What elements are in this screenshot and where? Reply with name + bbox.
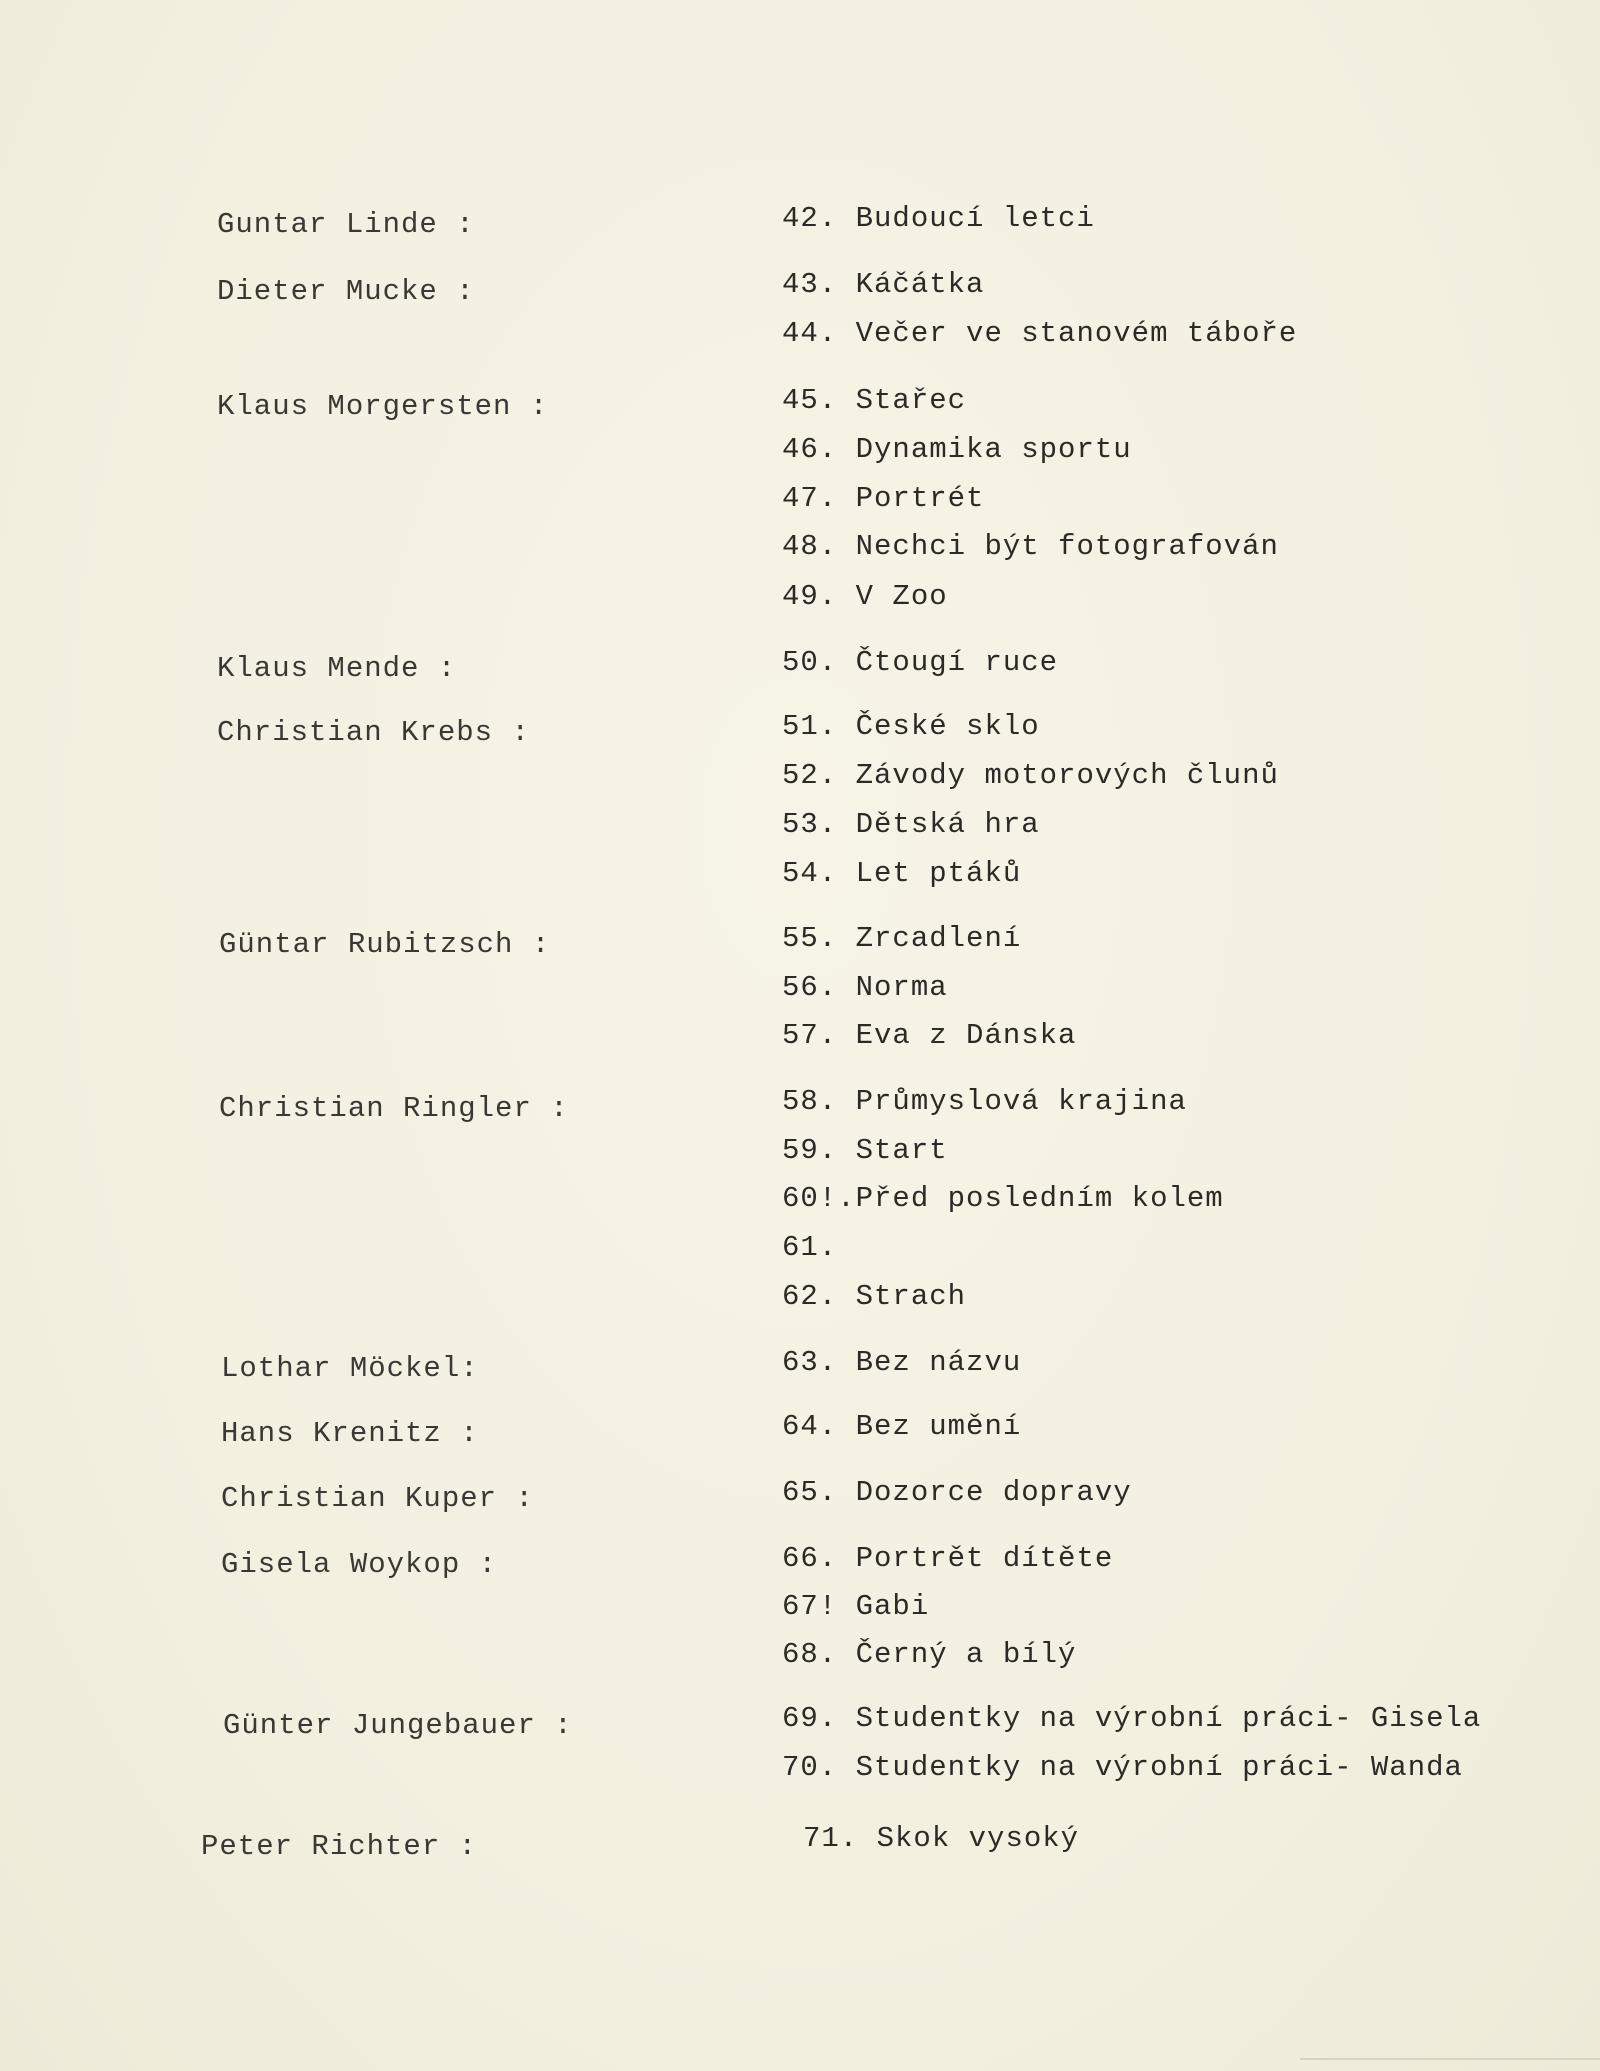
work-title: Závody motorových člunů [855, 759, 1279, 792]
work-title: Večer ve stanovém táboře [855, 317, 1298, 350]
work-number: 71. [803, 1822, 859, 1855]
work-item [782, 580, 948, 613]
work-item [782, 317, 1297, 350]
work-item [782, 384, 966, 417]
work-item [782, 202, 1095, 235]
photographer-name: Günter Jungebauer : [223, 1709, 573, 1742]
work-title: Skok vysoký [876, 1822, 1080, 1855]
work-item [782, 268, 984, 301]
work-number: 43. [782, 268, 838, 301]
photographer-name: Guntar Linde : [217, 208, 475, 241]
work-number: 46. [782, 433, 838, 466]
work-number: 65. [782, 1476, 838, 1509]
work-number: 42. [782, 202, 838, 235]
work-item [782, 530, 1279, 563]
work-number: 70. [782, 1751, 838, 1784]
work-item [782, 1542, 1113, 1575]
work-title: Studentky na výrobní práci- Gisela [855, 1702, 1482, 1735]
work-number: 61. [782, 1231, 838, 1264]
work-number: 57. [782, 1019, 838, 1052]
work-title: Nechci být fotografován [855, 530, 1279, 563]
work-item [782, 1751, 1463, 1784]
work-number: 67! [782, 1590, 838, 1623]
work-item [782, 1134, 948, 1167]
work-number: 45. [782, 384, 838, 417]
work-title: Eva z Dánska [855, 1019, 1077, 1052]
work-number: 60!. [782, 1182, 856, 1215]
work-title: Průmyslová krajina [855, 1085, 1187, 1118]
work-title: Bez názvu [855, 1346, 1022, 1379]
work-title: Portrět dítěte [855, 1542, 1114, 1575]
work-number: 48. [782, 530, 838, 563]
work-title: Norma [855, 971, 948, 1004]
work-item [782, 1182, 1224, 1215]
work-item [782, 1410, 1021, 1443]
work-item [782, 971, 948, 1004]
photographer-name: Güntar Rubitzsch : [219, 928, 551, 961]
work-number: 52. [782, 759, 838, 792]
work-item [782, 1476, 1132, 1509]
photographer-name: Klaus Morgersten : [217, 390, 549, 423]
work-title: Čtougí ruce [855, 646, 1059, 679]
page-edge-shadow [1300, 2058, 1600, 2060]
work-title: České sklo [855, 710, 1040, 743]
work-number: 68. [782, 1638, 838, 1671]
work-title: Dozorce dopravy [855, 1476, 1132, 1509]
work-title: Stařec [855, 384, 967, 417]
work-number: 59. [782, 1134, 838, 1167]
work-number: 53. [782, 808, 838, 841]
photographer-name: Lothar Möckel: [221, 1352, 479, 1385]
work-item [782, 1590, 929, 1623]
work-title: Gabi [855, 1590, 930, 1623]
work-title: Budoucí letci [855, 202, 1095, 235]
photographer-name: Klaus Mende : [217, 652, 457, 685]
photographer-name: Peter Richter : [201, 1830, 478, 1863]
work-item [782, 1280, 966, 1313]
work-number: 56. [782, 971, 838, 1004]
work-number: 54. [782, 857, 838, 890]
photographer-name: Christian Kuper : [221, 1482, 534, 1515]
work-item [803, 1822, 1079, 1855]
work-item [782, 646, 1058, 679]
work-title: Studentky na výrobní práci- Wanda [855, 1751, 1463, 1784]
work-item [782, 922, 1021, 955]
work-title: Dětská hra [855, 808, 1040, 841]
work-item [782, 1085, 1187, 1118]
work-number: 64. [782, 1410, 838, 1443]
work-title: Černý a bílý [855, 1638, 1077, 1671]
work-item [782, 1346, 1021, 1379]
photographer-name: Gisela Woykop : [221, 1548, 498, 1581]
work-number: 62. [782, 1280, 838, 1313]
work-item [782, 759, 1279, 792]
work-number: 51. [782, 710, 838, 743]
work-item [782, 808, 1040, 841]
photographer-name: Dieter Mucke : [217, 275, 475, 308]
work-item [782, 1702, 1481, 1735]
work-item [782, 1019, 1076, 1052]
work-number: 66. [782, 1542, 838, 1575]
work-number: 63. [782, 1346, 838, 1379]
work-title: V Zoo [855, 580, 948, 613]
work-item [782, 1231, 837, 1264]
work-item [782, 857, 1021, 890]
photographer-name: Christian Ringler : [219, 1092, 569, 1125]
work-title: Před posledním kolem [855, 1182, 1224, 1215]
work-item [782, 1638, 1076, 1671]
work-number: 47. [782, 482, 838, 515]
work-number: 50. [782, 646, 838, 679]
work-title: Bez umění [855, 1410, 1022, 1443]
work-title: Dynamika sportu [855, 433, 1132, 466]
work-number: 49. [782, 580, 838, 613]
work-title: Portrét [855, 482, 985, 515]
work-number: 69. [782, 1702, 838, 1735]
work-item [782, 710, 1040, 743]
work-title: Let ptáků [855, 857, 1022, 890]
photographer-name: Christian Krebs : [217, 716, 530, 749]
photographer-name: Hans Krenitz : [221, 1417, 479, 1450]
work-title: Start [855, 1134, 948, 1167]
work-number: 44. [782, 317, 838, 350]
work-title: Strach [855, 1280, 967, 1313]
work-number: 58. [782, 1085, 838, 1118]
work-title: Káčátka [855, 268, 985, 301]
work-item [782, 482, 984, 515]
work-item [782, 433, 1132, 466]
work-number: 55. [782, 922, 838, 955]
work-title: Zrcadlení [855, 922, 1022, 955]
